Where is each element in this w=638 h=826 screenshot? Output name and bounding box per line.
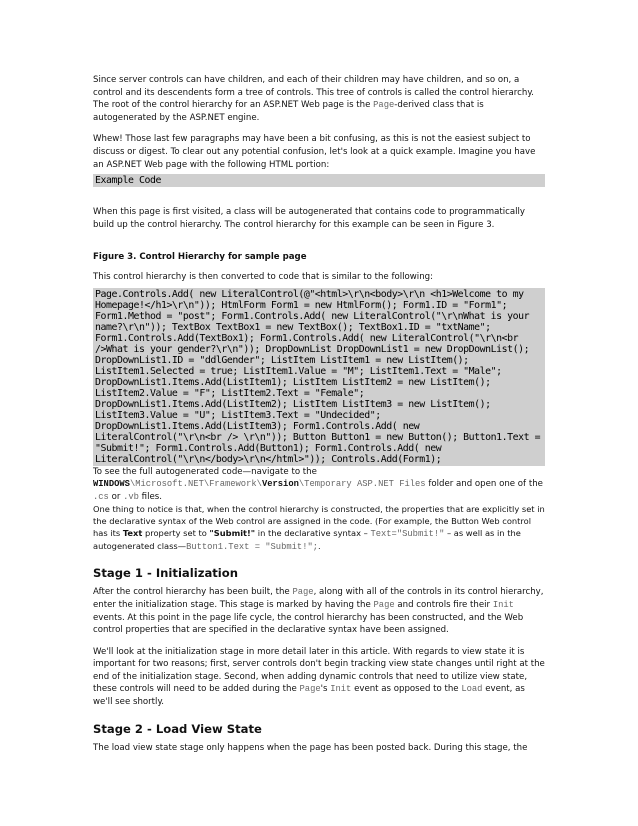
text-run: , along with all of the controls in its control hierarchy, enter the initialization stage. This stage is marked by having the [93,587,544,610]
inline-code: Text="Submit!" [370,529,445,540]
document-page [93,74,545,754]
text-run: 's [320,684,331,695]
text-run: events. At this point in the page life cycle, the control hierarchy has been constructed, and the Web control properties that are specified in the declarative syntax have been assigned. [93,612,524,636]
example-code-block: Example Code [93,174,545,187]
text-run: property set to [142,528,210,539]
stage-1-heading: Stage 1 - Initialization [93,566,239,581]
inline-code: .vb [123,491,139,502]
inline-code: Load [461,684,483,695]
inline-code: .cs [93,491,109,502]
path-windows: WINDOWS [93,479,130,490]
control-hierarchy-code-block: Page.Controls.Add( new LiteralControl(@"<html>\r\n<body>\r\n <h1>Welcome to my Homepage!</h1>\r\n")); HtmlForm Form1 = new HtmlForm(); Form1.ID = "Form1"; Form1.Method = "post"; Form1.Controls.Add( new LiteralControl("\r\nWhat is your name?\r\n")); TextBox TextBox1 = new TextBox(); TextBox1.ID = "txtName"; Form1.Controls.Add(TextBox1); Form1.Controls.Add( new LiteralControl("\r\n<br />What is your gender?\r\n")); DropDownList DropDownList1 = new DropDownList(); DropDownList1.ID = "ddlGender"; ListItem ListItem1 = new ListItem(); ListItem1.Selected = true; ListItem1.Value = "M"; ListItem1.Text = "Male"; DropDownList1.Items.Add(ListItem1); ListItem ListItem2 = new ListItem(); ListItem2.Value = "F"; ListItem2.Text = "Female"; DropDownList1.Items.Add(ListItem2); ListItem ListItem3 = new ListItem(); ListItem3.Value = "U"; ListItem3.Text = "Undecided"; DropDownList1.Items.Add(ListItem3); Form1.Controls.Add( new LiteralControl("\r\n<br /> \r\n")); Button Button1 = new Button(); Button1.Text = "Submit!"; Form1.Controls.Add(Button1); Form1.Controls.Add( new LiteralControl("\r\n</body>\r\n</html>")); Controls.Add(Form1); [95,288,546,465]
text-run: files. [138,491,162,502]
see-code-paragraph [93,466,545,504]
notice-paragraph [93,503,545,553]
text-run: We'll look at the initialization stage in more detail later in this article. With regards to view state it is important for two reasons; first, server controls don't begin tracking view state changes until right at the end of the initialization stage. Second, when adding dynamic controls that need to utilize view state, these controls will need to be added during the [93,646,545,695]
inline-code: Page [373,100,395,111]
text-run: -derived class that is autogenerated by the ASP.NET engine. [93,100,484,123]
path-version: Version [261,479,299,490]
text-run: Since server controls can have children, and each of their children may have children, and so on, a control and its descendents form a tree of controls. This tree of controls is called the control hierarchy. The root of the control hierarchy for an ASP.NET Web page is the [93,75,534,111]
text-run: folder and open one of the [425,479,543,490]
intro-paragraph-2: Whew! Those last few paragraphs may have been a bit confusing, as this is not the easiest subject to discuss or digest. To clear out any potential confusion, let's look at a quick example. Imagine you have an ASP.NET Web page with the following HTML portion: [93,134,536,170]
intro-paragraph-3: When this page is first visited, a class will be autogenerated that contains code to programmatically build up the control hierarchy. The control hierarchy for this example can be seen in Figure 3. [93,207,526,230]
text-run: event, as we'll see shortly. [93,684,525,708]
text-run: After the control hierarchy has been built, the [93,587,293,598]
inline-code: Page [373,599,395,610]
text-run: and controls fire their [394,599,493,610]
stage-1-paragraph-2 [93,646,545,709]
stage-2-paragraph-1: The load view state stage only happens when the page has been posted back. During this stage, the [93,742,528,753]
inline-code: Init [492,599,514,610]
stage-2-heading: Stage 2 - Load View State [93,721,262,736]
intro-paragraph-1 [93,74,545,124]
bold-text: Text [122,528,143,539]
figure-title: Figure 3. Control Hierarchy for sample page [93,252,307,263]
text-run: or [108,491,124,502]
text-run: One thing to notice is that, when the control hierarchy is constructed, the properties that are explicitly set in the declarative syntax of the Web control are assigned in the code. (For example, the Button Web control has its [93,504,545,539]
inline-code: Button1.Text = "Submit!"; [186,542,319,553]
text-run: in the declarative syntax – [255,528,371,539]
path-segment: \Microsoft.NET\Framework\ [129,479,262,490]
text-run: – as well as in the autogenerated class— [93,528,521,552]
bold-text: "Submit!" [209,528,256,539]
inline-code: Init [330,684,352,695]
figure-intro-paragraph: This control hierarchy is then converted to code that is similar to the following: [93,271,433,282]
stage-1-paragraph-1 [93,586,545,636]
path-segment: \Temporary ASP.NET Files [298,479,426,490]
inline-code: Page [292,587,314,598]
text-run: . [318,541,321,552]
text-run: event as opposed to the [351,684,462,695]
inline-code: Page [299,684,321,695]
text-run: To see the full autogenerated code—navigate to the [93,466,317,477]
